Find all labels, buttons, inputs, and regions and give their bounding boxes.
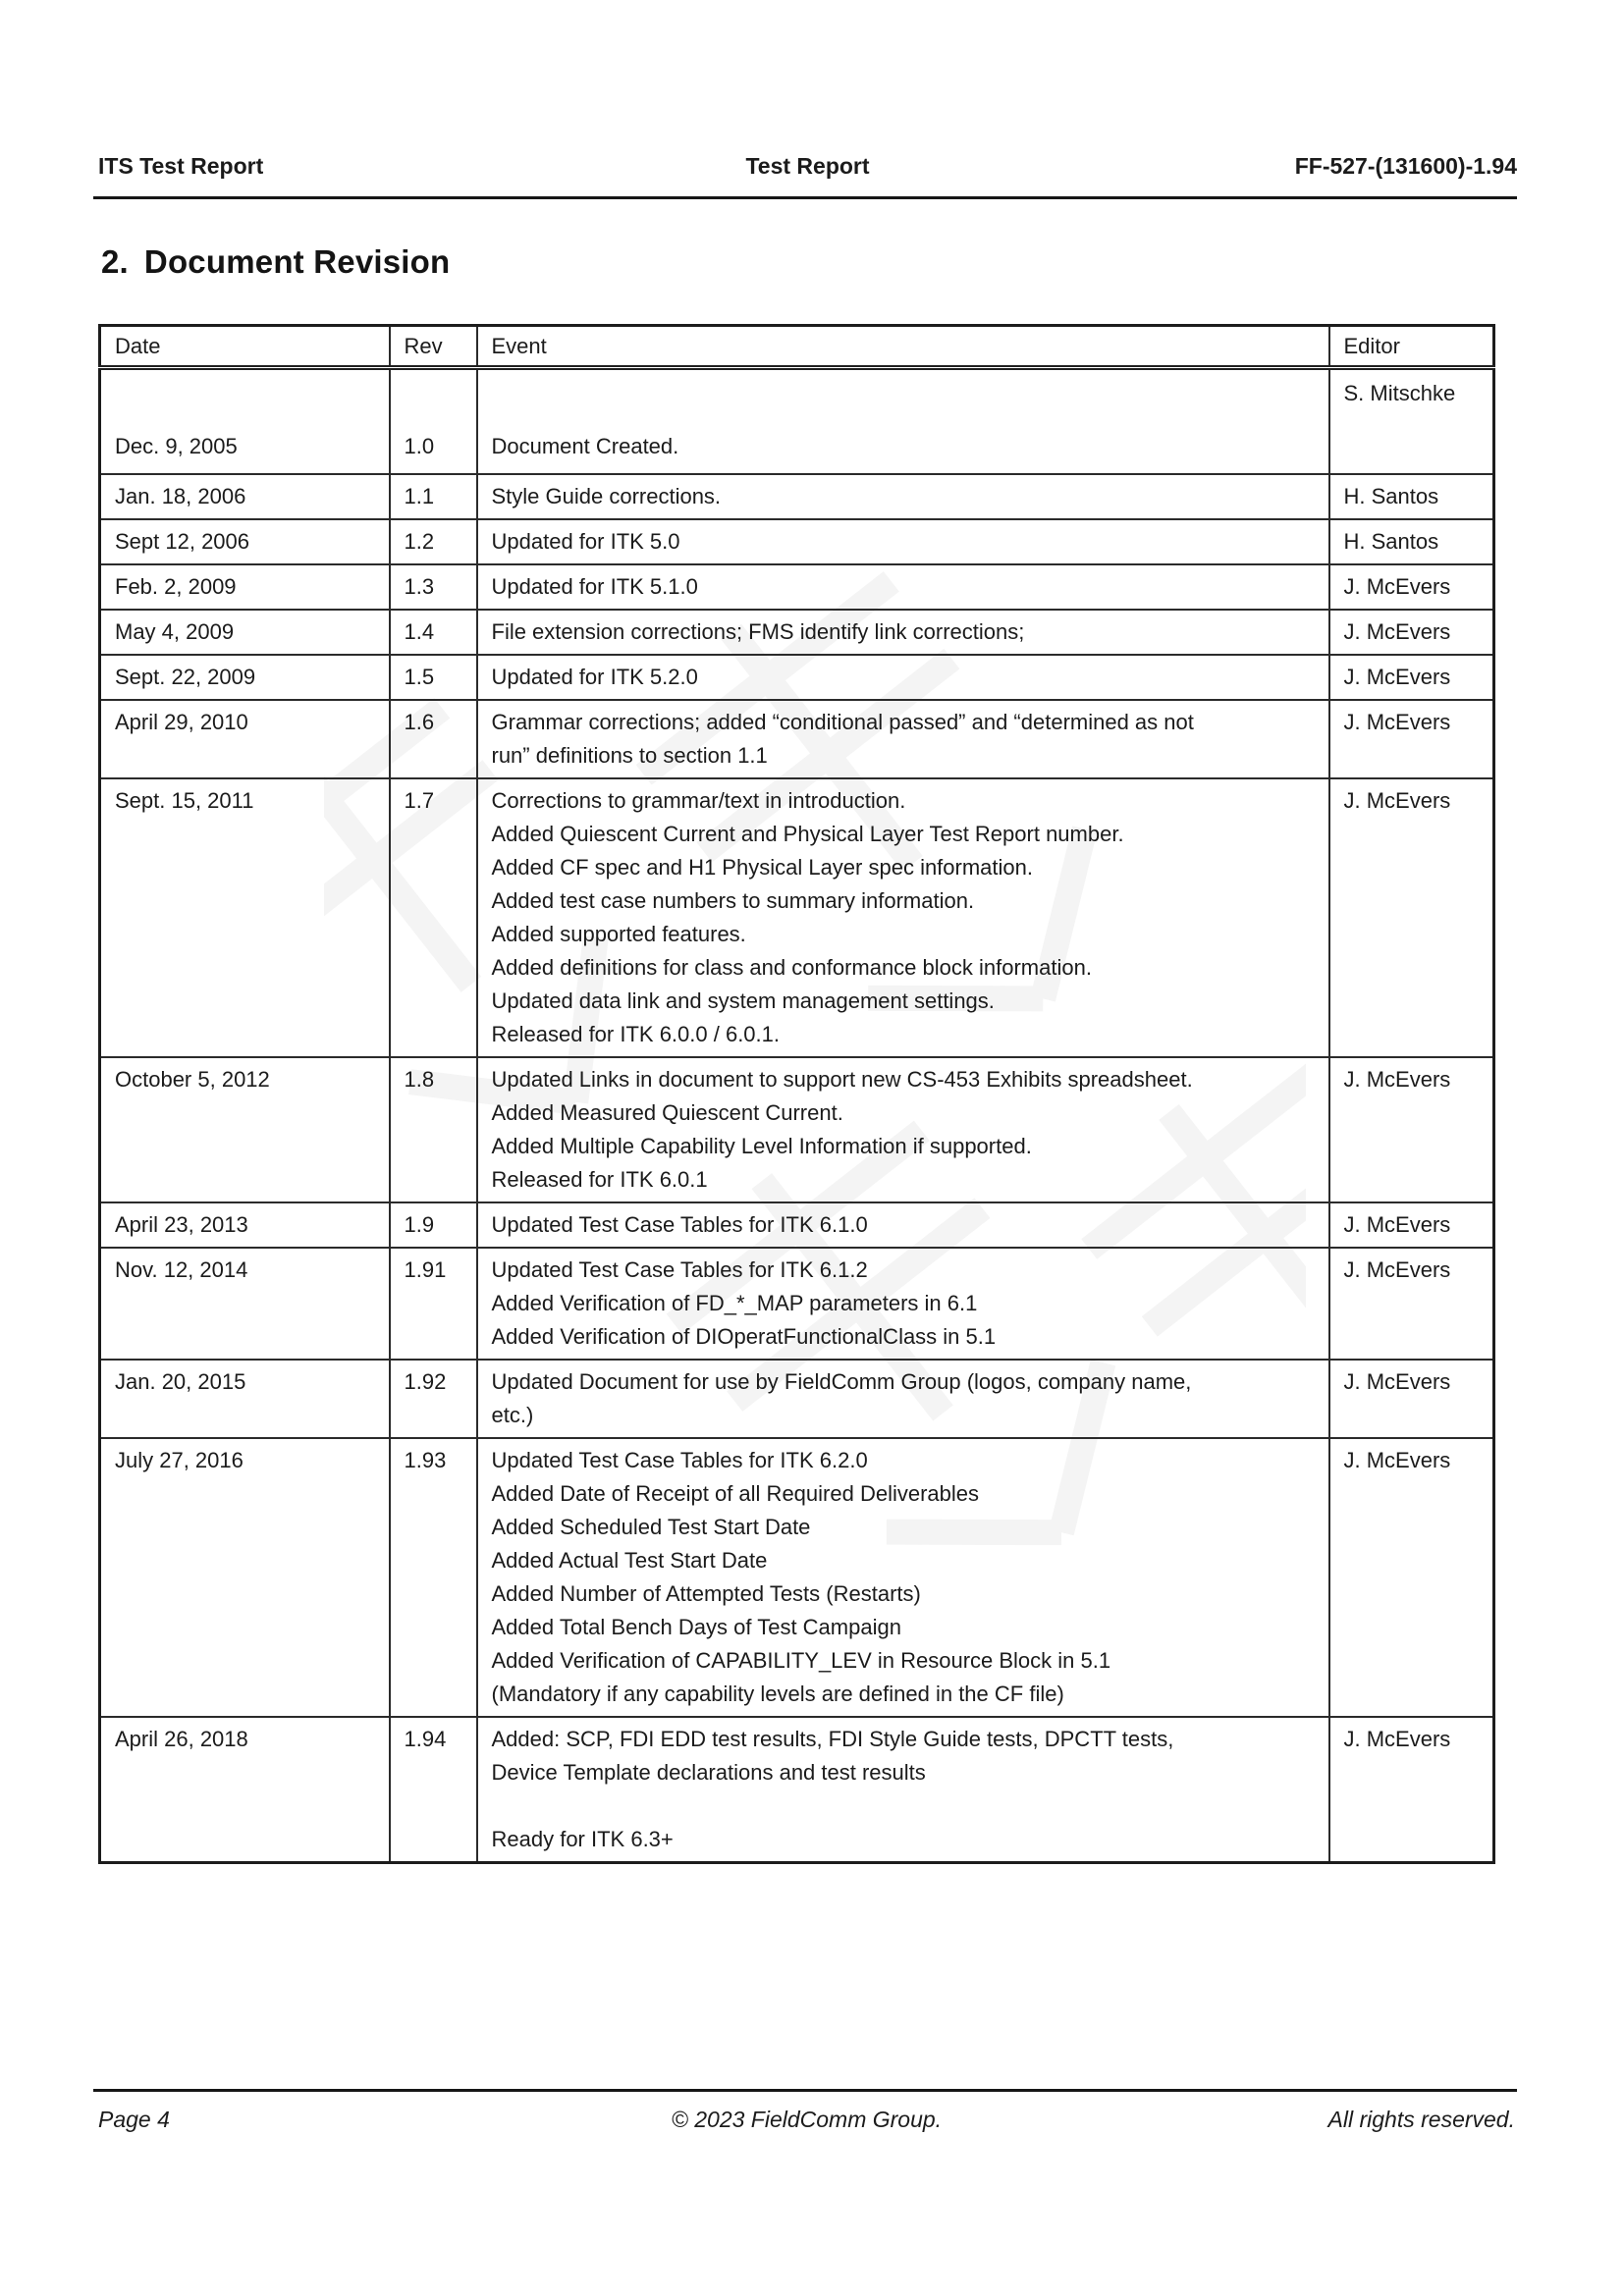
table-row — [100, 778, 1494, 1057]
event-line: Added Verification of FD_*_MAP parameters in 6.1 — [491, 1291, 978, 1315]
revision-editor-cell: H. Santos — [1329, 519, 1494, 564]
header-row — [100, 326, 1494, 368]
revision-date-cell: April 26, 2018 — [100, 1717, 390, 1863]
header-document-number: FF-527-(131600)-1.94 — [1294, 153, 1518, 179]
revision-event-cell — [477, 564, 1329, 610]
event-line: Updated for ITK 5.0 — [491, 529, 680, 554]
revision-table-body — [100, 368, 1494, 1863]
event-line: Updated data link and system management settings. — [491, 988, 995, 1013]
revision-event-cell — [477, 610, 1329, 655]
event-line: Document Created. — [491, 434, 679, 458]
table-row — [100, 564, 1494, 610]
event-line: Device Template declarations and test results — [491, 1760, 926, 1785]
revision-date-cell: Sept. 15, 2011 — [100, 778, 390, 1057]
table-row — [100, 610, 1494, 655]
revision-number-cell: 1.92 — [390, 1360, 477, 1438]
revision-date-cell: Jan. 18, 2006 — [100, 474, 390, 519]
event-line: File extension corrections; FMS identify link corrections; — [491, 619, 1025, 644]
revision-date-cell: Nov. 12, 2014 — [100, 1248, 390, 1360]
event-line: Updated for ITK 5.2.0 — [491, 665, 698, 689]
revision-editor-cell: J. McEvers — [1329, 1248, 1494, 1360]
revision-date-cell: Feb. 2, 2009 — [100, 564, 390, 610]
revision-number-cell: 1.0 — [390, 368, 477, 475]
revision-editor-cell: H. Santos — [1329, 474, 1494, 519]
event-line: Added Number of Attempted Tests (Restarts) — [491, 1581, 921, 1606]
section-title — [101, 243, 450, 281]
table-row — [100, 1202, 1494, 1248]
event-line: Added Multiple Capability Level Information if supported. — [491, 1134, 1032, 1158]
event-line: Style Guide corrections. — [491, 484, 722, 508]
revision-event-cell — [477, 519, 1329, 564]
revision-event-cell — [477, 1248, 1329, 1360]
revision-number-cell: 1.93 — [390, 1438, 477, 1717]
table-row — [100, 700, 1494, 778]
revision-editor-cell: J. McEvers — [1329, 610, 1494, 655]
event-line: Updated Links in document to support new CS-453 Exhibits spreadsheet. — [491, 1067, 1193, 1092]
event-line: Added: SCP, FDI EDD test results, FDI Style Guide tests, DPCTT tests, — [491, 1727, 1174, 1751]
header-document-type: ITS Test Report — [98, 153, 264, 179]
page-header — [98, 153, 1517, 180]
revision-editor-cell: J. McEvers — [1329, 1057, 1494, 1202]
event-line: Updated Test Case Tables for ITK 6.1.2 — [491, 1257, 868, 1282]
revision-event-cell — [477, 1717, 1329, 1863]
header-title: Test Report — [745, 153, 870, 179]
revision-event-cell — [477, 1360, 1329, 1438]
revision-editor-cell: J. McEvers — [1329, 1202, 1494, 1248]
section-title-text: Document Revision — [143, 243, 451, 280]
section-number: 2. — [101, 243, 129, 280]
revision-number-cell: 1.2 — [390, 519, 477, 564]
revision-event-cell — [477, 778, 1329, 1057]
event-line: Updated Document for use by FieldComm Group (logos, company name, — [491, 1369, 1192, 1394]
event-line: etc.) — [491, 1403, 534, 1427]
table-row — [100, 474, 1494, 519]
revision-date-cell: Sept. 22, 2009 — [100, 655, 390, 700]
revision-editor-cell: J. McEvers — [1329, 1438, 1494, 1717]
revision-date-cell: Sept 12, 2006 — [100, 519, 390, 564]
event-line: Added Scheduled Test Start Date — [491, 1515, 811, 1539]
revision-table — [98, 324, 1495, 1864]
revision-editor-cell: J. McEvers — [1329, 778, 1494, 1057]
event-line: Added CF spec and H1 Physical Layer spec information. — [491, 855, 1034, 880]
revision-date-cell: Jan. 20, 2015 — [100, 1360, 390, 1438]
event-line: Released for ITK 6.0.1 — [491, 1167, 708, 1192]
revision-date-cell: April 23, 2013 — [100, 1202, 390, 1248]
table-row — [100, 1717, 1494, 1863]
revision-editor-cell: J. McEvers — [1329, 700, 1494, 778]
revision-event-cell — [477, 1057, 1329, 1202]
revision-table-header — [100, 326, 1494, 368]
table-row — [100, 1360, 1494, 1438]
revision-editor-cell: J. McEvers — [1329, 655, 1494, 700]
column-header-editor: Editor — [1329, 326, 1494, 368]
revision-number-cell: 1.94 — [390, 1717, 477, 1863]
event-line: Updated for ITK 5.1.0 — [491, 574, 698, 599]
revision-number-cell: 1.5 — [390, 655, 477, 700]
revision-date-cell: October 5, 2012 — [100, 1057, 390, 1202]
table-row — [100, 1248, 1494, 1360]
revision-editor-cell: S. Mitschke — [1329, 368, 1494, 475]
revision-editor-cell: J. McEvers — [1329, 564, 1494, 610]
footer-rights: All rights reserved. — [1327, 2107, 1515, 2132]
revision-event-cell — [477, 474, 1329, 519]
page-footer — [98, 2107, 1515, 2133]
revision-date-cell: July 27, 2016 — [100, 1438, 390, 1717]
revision-number-cell: 1.91 — [390, 1248, 477, 1360]
event-line — [492, 1789, 1315, 1823]
revision-event-cell — [477, 368, 1329, 475]
footer-copyright: © 2023 FieldComm Group. — [671, 2107, 943, 2132]
table-row — [100, 655, 1494, 700]
event-line: Added Measured Quiescent Current. — [491, 1100, 843, 1125]
revision-number-cell: 1.1 — [390, 474, 477, 519]
revision-number-cell: 1.7 — [390, 778, 477, 1057]
event-line: Added Verification of DIOperatFunctionalClass in 5.1 — [491, 1324, 997, 1349]
event-line: Added Quiescent Current and Physical Layer Test Report number. — [491, 822, 1124, 846]
header-divider — [93, 196, 1517, 199]
footer-divider — [93, 2089, 1517, 2092]
event-line: run” definitions to section 1.1 — [491, 743, 768, 768]
event-line: Added test case numbers to summary information. — [491, 888, 975, 913]
revision-event-cell — [477, 655, 1329, 700]
column-header-date: Date — [100, 326, 390, 368]
revision-date-cell: Dec. 9, 2005 — [100, 368, 390, 475]
table-row — [100, 1438, 1494, 1717]
event-line: (Mandatory if any capability levels are defined in the CF file) — [491, 1682, 1064, 1706]
revision-event-cell — [477, 1438, 1329, 1717]
revision-editor-cell: J. McEvers — [1329, 1717, 1494, 1863]
event-line: Updated Test Case Tables for ITK 6.2.0 — [491, 1448, 868, 1472]
event-line: Added definitions for class and conformance block information. — [491, 955, 1092, 980]
revision-event-cell — [477, 1202, 1329, 1248]
revision-event-cell — [477, 700, 1329, 778]
revision-number-cell: 1.8 — [390, 1057, 477, 1202]
event-line: Added Actual Test Start Date — [491, 1548, 768, 1573]
table-row — [100, 1057, 1494, 1202]
event-line: Corrections to grammar/text in introduction. — [491, 788, 906, 813]
event-line: Added supported features. — [491, 922, 746, 946]
revision-number-cell: 1.4 — [390, 610, 477, 655]
table-row — [100, 368, 1494, 475]
revision-editor-cell: J. McEvers — [1329, 1360, 1494, 1438]
revision-date-cell: May 4, 2009 — [100, 610, 390, 655]
column-header-event: Event — [477, 326, 1329, 368]
event-line: Added Verification of CAPABILITY_LEV in Resource Block in 5.1 — [491, 1648, 1111, 1673]
event-line: Updated Test Case Tables for ITK 6.1.0 — [491, 1212, 868, 1237]
event-line: Released for ITK 6.0.0 / 6.0.1. — [491, 1022, 780, 1046]
footer-page-number: Page 4 — [98, 2107, 170, 2132]
revision-date-cell: April 29, 2010 — [100, 700, 390, 778]
revision-number-cell: 1.3 — [390, 564, 477, 610]
event-line: Grammar corrections; added “conditional passed” and “determined as not — [491, 710, 1194, 734]
event-line: Ready for ITK 6.3+ — [491, 1827, 674, 1851]
revision-number-cell: 1.6 — [390, 700, 477, 778]
event-line: Added Total Bench Days of Test Campaign — [491, 1615, 901, 1639]
revision-number-cell: 1.9 — [390, 1202, 477, 1248]
column-header-rev: Rev — [390, 326, 477, 368]
table-row — [100, 519, 1494, 564]
event-line: Added Date of Receipt of all Required Deliverables — [491, 1481, 980, 1506]
